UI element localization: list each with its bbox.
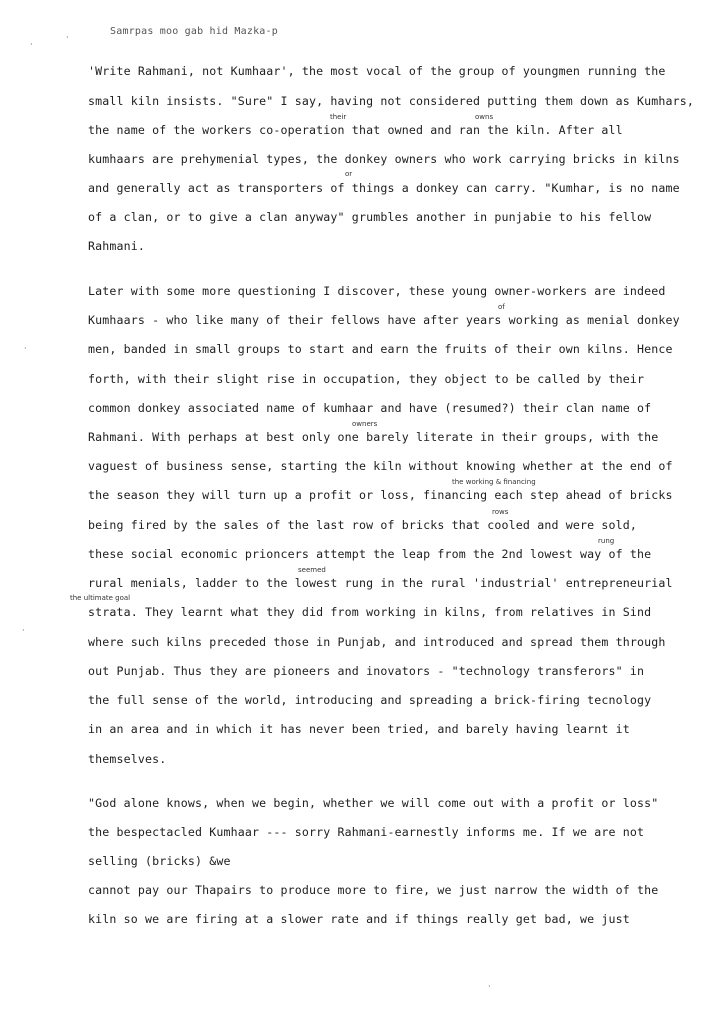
text-line: common donkey associated name of kumhaar and have (resumed?) their clan name of <box>88 401 652 415</box>
text-line: these social economic prioncers attempt the leap from the 2nd lowest way of the <box>88 547 652 561</box>
text-line: the season they will turn up a profit or loss, financing each step ahead of bricks <box>88 488 673 502</box>
text-line: where such kilns preceded those in Punjab, and introduced and spread them through <box>88 635 666 649</box>
text-line: the full sense of the world, introducing and spreading a brick-firing tecnology <box>88 693 652 707</box>
handwritten-annotation: rung <box>598 537 615 545</box>
text-line: selling (bricks) &we <box>88 854 231 868</box>
text-line: kiln so we are firing at a slower rate and if things really get bad, we just <box>88 912 630 926</box>
text-line: the bespectacled Kumhaar --- sorry Rahmani-earnestly informs me. If we are not <box>88 825 645 839</box>
text-line: themselves. <box>88 752 167 766</box>
handwritten-annotation: owns <box>475 113 494 121</box>
text-line: in an area and in which it has never been tried, and barely having learnt it <box>88 722 630 736</box>
handwritten-annotation: owners <box>352 420 378 428</box>
text-line: 'Write Rahmani, not Kumhaar', the most vocal of the group of youngmen running the <box>88 64 666 78</box>
page-header: Samrpas moo gab hid Mazka-p <box>110 26 278 37</box>
handwritten-annotation: rows <box>492 508 509 516</box>
handwritten-annotation: their <box>330 113 347 121</box>
text-line: and generally act as transporters of things a donkey can carry. "Kumhar, is no name <box>88 181 680 195</box>
margin-mark: · <box>22 626 25 635</box>
text-line: men, banded in small groups to start and earn the fruits of their own kilns. Hence <box>88 342 673 356</box>
handwritten-annotation: the ultimate goal <box>70 594 131 602</box>
handwritten-annotation: of <box>498 303 505 311</box>
text-line: kumhaars are prehymenial types, the donkey owners who work carrying bricks in kilns <box>88 152 680 166</box>
margin-mark: · <box>30 40 33 49</box>
text-line: Rahmani. <box>88 239 146 253</box>
margin-mark: · <box>488 982 491 991</box>
handwritten-annotation: seemed <box>298 566 326 574</box>
handwritten-annotation: or <box>345 170 353 178</box>
text-line: out Punjab. Thus they are pioneers and inovators - "technology transferors" in <box>88 664 645 678</box>
text-line: rural menials, ladder to the lowest rung in the rural 'industrial' entrepreneurial <box>88 576 673 590</box>
text-line: Later with some more questioning I discover, these young owner-workers are indeed <box>88 284 666 298</box>
margin-mark: · <box>66 33 69 42</box>
text-line: forth, with their slight rise in occupation, they object to be called by their <box>88 372 645 386</box>
handwritten-annotation: the working & financing <box>452 478 536 486</box>
text-line: Kumhaars - who like many of their fellows have after years working as menial donkey <box>88 313 680 327</box>
text-line: strata. They learnt what they did from working in kilns, from relatives in Sind <box>88 605 652 619</box>
text-line: small kiln insists. "Sure" I say, having not considered putting them down as Kumhars, <box>88 94 695 108</box>
text-line: "God alone knows, when we begin, whether we will come out with a profit or loss" <box>88 796 659 810</box>
text-line: being fired by the sales of the last row of bricks that cooled and were sold, <box>88 518 638 532</box>
text-line: of a clan, or to give a clan anyway" grumbles another in punjabie to his fellow <box>88 210 652 224</box>
text-line: the name of the workers co-operation that owned and ran the kiln. After all <box>88 123 623 137</box>
text-line: vaguest of business sense, starting the kiln without knowing whether at the end of <box>88 459 673 473</box>
text-line: cannot pay our Thapairs to produce more to fire, we just narrow the width of the <box>88 883 659 897</box>
text-line: Rahmani. With perhaps at best only one barely literate in their groups, with the <box>88 430 659 444</box>
margin-mark: · <box>24 344 27 353</box>
